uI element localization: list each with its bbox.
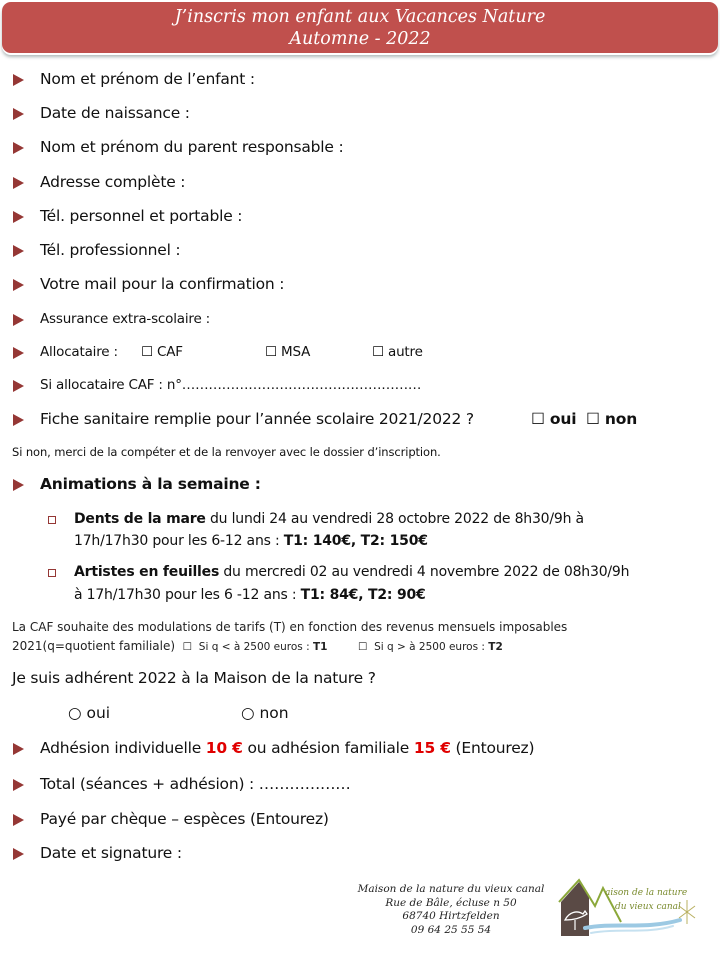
price-individual[interactable]: 10 €: [205, 739, 243, 757]
caf-info-line-2: 2021(q=quotient familiale) ☐ Si q < à 2500 euros : T1 ☐ Si q > à 2500 euros : T2: [12, 639, 503, 653]
triangle-bullet-icon: [13, 245, 24, 257]
footer-address: Maison de la nature du vieux canal Rue de Bâle, écluse n 50 68740 Hirtzfelden 09 64 25 55 54: [357, 883, 545, 936]
animation-line-1: Artistes en feuilles du mercredi 02 au vendredi 4 novembre 2022 de 08h30/9h: [74, 564, 630, 580]
maison-nature-logo: [555, 878, 720, 940]
checkbox-msa[interactable]: [265, 344, 310, 360]
checkbox-fiche-non[interactable]: [586, 410, 637, 428]
field-label: Date de naissance :: [40, 104, 190, 122]
fiche-note: Si non, merci de la compéter et de la renvoyer avec le dossier d’inscription.: [12, 445, 441, 459]
triangle-bullet-icon: [13, 743, 24, 755]
radio-icon: ○: [68, 704, 82, 722]
checkbox-tarif-t2[interactable]: ☐ Si q > à 2500 euros : T2: [357, 641, 503, 653]
signature-label: Date et signature :: [40, 844, 182, 862]
field-label: Nom et prénom du parent responsable :: [40, 138, 344, 156]
total-label: Total (séances + adhésion) : ………………: [40, 775, 351, 793]
animation-line-2: à 17h/17h30 pour les 6 -12 ans : T1: 84€, T2: 90€: [74, 587, 426, 603]
animation-prices: T1: 84€, T2: 90€: [300, 587, 426, 603]
caf-info-line-1: La CAF souhaite des modulations de tarifs (T) en fonction des revenus mensuels imposables: [12, 620, 568, 634]
triangle-bullet-icon: [13, 380, 24, 392]
checkbox-icon: ☐: [586, 410, 600, 428]
animation-name: Artistes en feuilles: [74, 564, 220, 580]
triangle-bullet-icon: [13, 108, 24, 120]
triangle-bullet-icon: [13, 211, 24, 223]
logo-text-line-2: du vieux canal: [615, 902, 681, 912]
triangle-bullet-icon: [13, 414, 24, 426]
checkbox-icon: ☐: [531, 410, 545, 428]
title-line-1: J’inscris mon enfant aux Vacances Nature: [174, 7, 546, 27]
radio-icon: ○: [241, 704, 255, 722]
option-label: CAF: [157, 344, 183, 360]
option-label: oui: [549, 410, 577, 428]
triangle-bullet-icon: [13, 347, 24, 359]
triangle-bullet-icon: [13, 314, 24, 326]
logo-text-line-1: aison de la nature: [605, 888, 688, 898]
field-label: Assurance extra-scolaire :: [40, 311, 210, 327]
square-bullet-icon: [48, 516, 56, 524]
triangle-bullet-icon: [13, 848, 24, 860]
checkbox-icon: ☐: [357, 641, 368, 653]
animation-name: Dents de la mare: [74, 511, 206, 527]
checkbox-tarif-t1[interactable]: ☐ Si q < à 2500 euros : T1: [182, 641, 328, 653]
radio-adherent-oui[interactable]: ○ oui: [68, 704, 111, 722]
field-label: Nom et prénom de l’enfant :: [40, 70, 255, 88]
checkbox-caf[interactable]: [141, 344, 183, 360]
triangle-bullet-icon: [13, 479, 24, 491]
animation-line-2: 17h/17h30 pour les 6-12 ans : T1: 140€, T2: 150€: [74, 533, 428, 549]
square-bullet-icon: [48, 569, 56, 577]
checkbox-icon: ☐: [141, 344, 153, 360]
option-label: MSA: [281, 344, 311, 360]
checkbox-fiche-oui[interactable]: [531, 410, 576, 428]
title-banner: [2, 2, 718, 53]
allocataire-label: Allocataire :: [40, 344, 118, 360]
adherent-question: Je suis adhérent 2022 à la Maison de la nature ?: [12, 669, 376, 687]
field-label: Adresse complète :: [40, 173, 186, 191]
checkbox-autre[interactable]: [372, 344, 423, 360]
option-label: non: [604, 410, 638, 428]
animations-heading: Animations à la semaine :: [40, 475, 261, 493]
field-label: Tél. personnel et portable :: [40, 207, 243, 225]
triangle-bullet-icon: [13, 779, 24, 791]
radio-adherent-non[interactable]: ○ non: [241, 704, 289, 722]
triangle-bullet-icon: [13, 142, 24, 154]
triangle-bullet-icon: [13, 74, 24, 86]
triangle-bullet-icon: [13, 279, 24, 291]
checkbox-icon: ☐: [182, 641, 193, 653]
triangle-bullet-icon: [13, 177, 24, 189]
triangle-bullet-icon: [13, 814, 24, 826]
animation-line-1: Dents de la mare du lundi 24 au vendredi 28 octobre 2022 de 8h30/9h à: [74, 511, 584, 527]
price-family[interactable]: 15 €: [413, 739, 451, 757]
fiche-question: Fiche sanitaire remplie pour l’année scolaire 2021/2022 ?: [40, 410, 474, 428]
field-label: Tél. professionnel :: [40, 241, 181, 259]
adhesion-text: Adhésion individuelle 10 € ou adhésion familiale 15 € (Entourez): [40, 739, 535, 757]
checkbox-icon: ☐: [265, 344, 277, 360]
title-line-2: Automne - 2022: [289, 29, 431, 49]
checkbox-icon: ☐: [372, 344, 384, 360]
field-label: Votre mail pour la confirmation :: [40, 275, 285, 293]
animation-prices: T1: 140€, T2: 150€: [283, 533, 428, 549]
caf-number-label: Si allocataire CAF : n°………………………………………………: [40, 377, 422, 393]
payment-label: Payé par chèque – espèces (Entourez): [40, 810, 329, 828]
option-label: autre: [388, 344, 423, 360]
